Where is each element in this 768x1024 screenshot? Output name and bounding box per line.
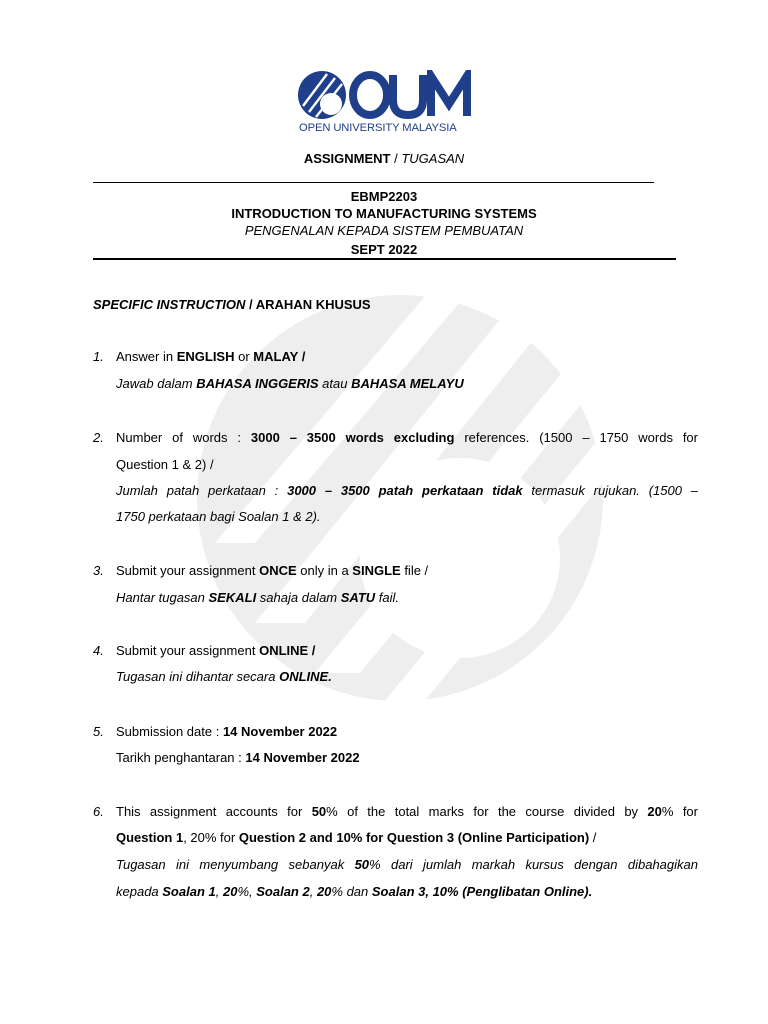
item-6-en-line2 — [116, 830, 596, 846]
instructions-heading-sep: / — [245, 297, 256, 312]
course-title-en: INTRODUCTION TO MANUFACTURING SYSTEMS — [231, 206, 537, 221]
text-run: Tugasan ini dihantar secara — [116, 669, 280, 684]
text-run: BAHASA INGGERIS — [196, 376, 319, 391]
text-run: SATU — [340, 590, 376, 605]
text-run: Answer in — [116, 349, 177, 364]
text-run: % for — [661, 804, 698, 819]
item-1-en — [116, 349, 305, 365]
text-run: 50 — [354, 857, 370, 872]
instructions-heading-en: SPECIFIC INSTRUCTION — [93, 297, 246, 312]
instructions-heading — [93, 297, 371, 313]
text-run: MALAY / — [253, 349, 306, 364]
text-run: %, — [237, 884, 257, 899]
assignment-heading — [0, 151, 768, 167]
text-run: Soalan 1 — [162, 884, 216, 899]
item-2-en-line2: Question 1 & 2) / — [116, 457, 214, 472]
item-number: 3. — [93, 563, 104, 578]
text-run: references. (1500 – 1750 words for — [454, 430, 698, 445]
item-4-en — [116, 643, 315, 659]
logo-tagline: OPEN UNIVERSITY MALAYSIA — [299, 122, 457, 134]
text-run: Number of words : — [116, 430, 251, 445]
item-3-ms — [116, 590, 399, 606]
text-run: 3000 – 3500 words excluding — [250, 430, 455, 445]
assignment-separator: / — [390, 151, 402, 166]
text-run: BAHASA MELAYU — [351, 376, 464, 391]
text-run: Question 2 and 10% for Question 3 (Online Participation) — [238, 830, 590, 845]
item-3-en — [116, 563, 428, 579]
text-run: Jumlah patah perkataan : — [116, 483, 288, 498]
text-run: Soalan 3, 10% (Penglibatan Online). — [371, 884, 593, 899]
text-run: 14 November 2022 — [222, 724, 338, 739]
text-run: ONLINE. — [279, 669, 332, 684]
text-run: % dari jumlah markah kursus dengan dibahagikan — [369, 857, 698, 872]
text-run: ONLINE / — [259, 643, 316, 658]
text-run: Submit your assignment — [116, 643, 260, 658]
text-run: ONCE — [259, 563, 297, 578]
text-run: This assignment accounts for — [116, 804, 312, 819]
item-5-en — [116, 724, 337, 740]
text-run: sahaja dalam — [256, 590, 341, 605]
course-title-ms: PENGENALAN KEPADA SISTEM PEMBUATAN — [244, 223, 524, 238]
text-run: 20 — [316, 884, 332, 899]
text-run: % dan — [331, 884, 372, 899]
assignment-label-en: ASSIGNMENT — [303, 151, 391, 166]
item-2-en-line1 — [116, 430, 698, 446]
text-run: Question 1 — [116, 830, 184, 845]
text-run: only in a — [296, 563, 353, 578]
item-2-ms-line1 — [116, 483, 698, 499]
item-number: 4. — [93, 643, 104, 658]
text-run: Jawab dalam — [116, 376, 197, 391]
item-number: 5. — [93, 724, 104, 739]
text-run: atau — [318, 376, 352, 391]
text-run: 3000 – 3500 patah perkataan tidak — [287, 483, 523, 498]
header-bottom-rule — [93, 258, 676, 260]
text-run: Submission date : — [116, 724, 223, 739]
text-run: , — [215, 884, 223, 899]
course-code: EBMP2203 — [350, 189, 418, 204]
text-run: file / — [400, 563, 429, 578]
text-run: 50 — [311, 804, 327, 819]
text-run: , 20% for — [183, 830, 239, 845]
item-number: 2. — [93, 430, 104, 445]
text-run: fail. — [375, 590, 400, 605]
text-run: , — [309, 884, 317, 899]
text-run: Soalan 2 — [256, 884, 310, 899]
item-4-ms — [116, 669, 332, 685]
text-run: ENGLISH — [176, 349, 235, 364]
text-run: kepada — [116, 884, 163, 899]
text-run: termasuk rujukan. (1500 – — [522, 483, 699, 498]
text-run: SEKALI — [208, 590, 257, 605]
item-number: 6. — [93, 804, 104, 819]
assignment-label-ms: TUGASAN — [401, 151, 465, 166]
text-run: Submit your assignment — [116, 563, 260, 578]
semester: SEPT 2022 — [350, 242, 418, 257]
item-5-ms — [116, 750, 360, 766]
text-run: Tarikh penghantaran : — [116, 750, 246, 765]
header-top-rule — [93, 182, 654, 183]
item-2-ms-line2: 1750 perkataan bagi Soalan 1 & 2). — [116, 509, 321, 524]
text-run: 20 — [647, 804, 662, 819]
text-run: % of the total marks for the course divided by — [326, 804, 648, 819]
item-1-ms — [116, 376, 464, 392]
item-6-en-line1 — [116, 804, 698, 820]
text-run: SINGLE — [352, 563, 401, 578]
text-run: 14 November 2022 — [245, 750, 360, 765]
text-run: or — [234, 349, 254, 364]
text-run: Hantar tugasan — [116, 590, 209, 605]
instructions-heading-ms: ARAHAN KHUSUS — [255, 297, 371, 312]
item-6-ms-line2 — [116, 884, 592, 900]
text-run: Tugasan ini menyumbang sebanyak — [116, 857, 355, 872]
text-run: 20 — [222, 884, 238, 899]
text-run: / — [589, 830, 597, 845]
item-6-ms-line1 — [116, 857, 698, 873]
item-number: 1. — [93, 349, 104, 364]
